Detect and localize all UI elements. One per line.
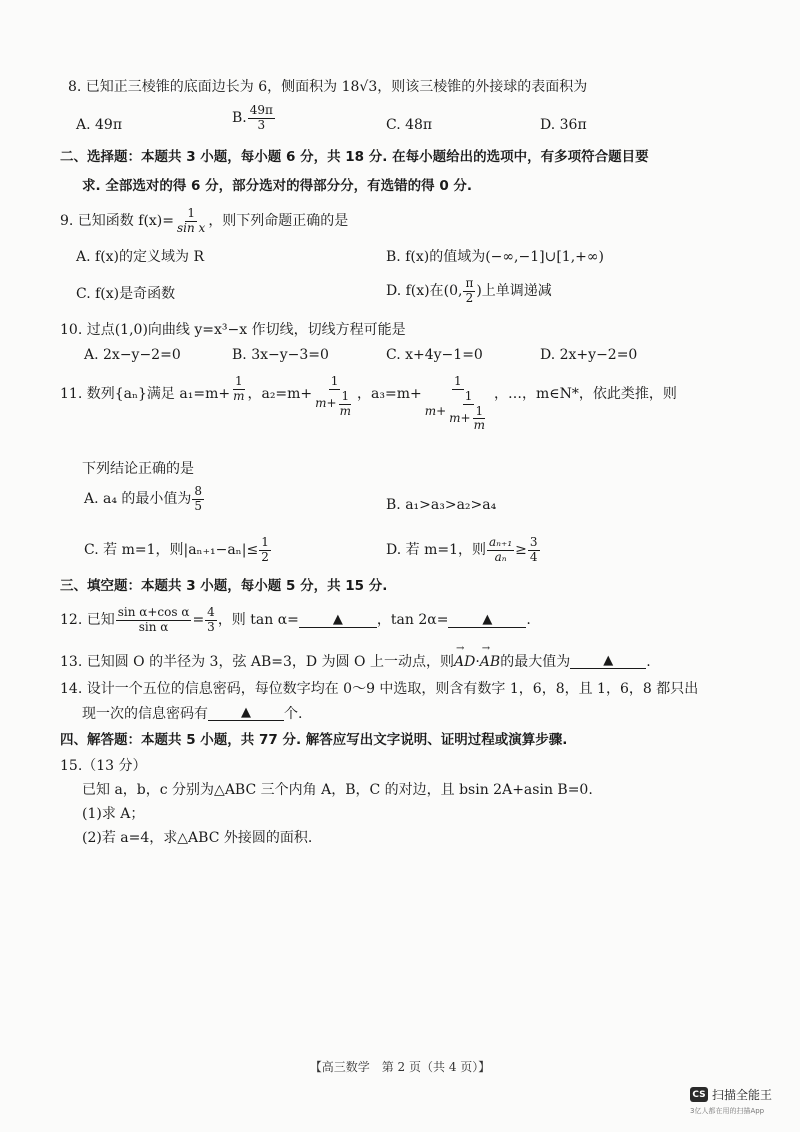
q12-fraction2 — [205, 606, 217, 635]
q9-option-d-pre: D. f(x)在(0, — [386, 283, 463, 300]
q11-a2-label: ，a₂=m+ — [247, 386, 313, 402]
q11-option-a-fraction — [192, 485, 204, 514]
nested-fraction — [447, 390, 490, 433]
q12-fraction — [116, 606, 192, 635]
m-plus: m+ — [449, 410, 471, 425]
fraction-denominator: m — [233, 388, 245, 403]
q11-a3-label: ，a₃=m+ — [357, 386, 422, 402]
section2-heading-line1: 二、选择题：本题共 3 小题，每小题 6 分，共 18 分. 在每小题给出的选项中，有多项符合题目要 — [60, 149, 649, 165]
fraction-numerator: aₙ₊₁ — [489, 535, 513, 549]
q10-option-b: B. 3x−y−3=0 — [232, 347, 329, 363]
q8-stem: 8. 已知正三棱锥的底面边长为 6，侧面积为 18√3，则该三棱锥的外接球的表面积为 — [68, 79, 588, 95]
fraction-denominator: 2 — [261, 549, 269, 564]
q12-mid: ，则 tan α= — [217, 612, 299, 629]
cs-app-name: 扫描全能王 — [712, 1088, 773, 1102]
q11-option-d-geq: ≥ — [515, 542, 527, 559]
fraction-numerator: 1 — [261, 535, 269, 549]
fraction-denominator: m — [339, 403, 351, 418]
q12-end: . — [526, 612, 531, 629]
nested-fraction — [472, 405, 487, 434]
q8-option-b-label: B. — [232, 110, 247, 127]
q14-answer-blank[interactable]: ▲ — [208, 706, 284, 721]
fraction-numerator: 1 — [341, 388, 350, 403]
m-plus: m+ — [315, 396, 337, 411]
q13-post: 的最大值为 — [500, 654, 571, 670]
q12-pre: 12. 已知 — [60, 612, 115, 629]
fraction-numerator: π — [465, 276, 474, 290]
q9-option-b: B. f(x)的值域为(−∞,−1]∪[1,+∞) — [386, 249, 604, 265]
q11-option-d-pre: D. 若 m=1，则 — [386, 542, 486, 559]
q14-line2 — [82, 706, 302, 721]
fraction-numerator: 49π — [249, 103, 273, 117]
cs-logo-icon: CS — [690, 1087, 708, 1102]
q10-stem: 10. 过点(1,0)向曲线 y=x³−x 作切线，切线方程可能是 — [60, 322, 406, 338]
scanner-watermark — [690, 1086, 772, 1103]
q8-option-c: C. 48π — [386, 117, 433, 133]
q11-line2: 下列结论正确的是 — [82, 461, 194, 477]
fraction-numerator: 1 — [187, 206, 195, 220]
q11-option-c — [84, 536, 272, 565]
q11-stem-post: ，…，m∈N*，依此类推，则 — [493, 386, 677, 402]
q11-a2-fraction — [313, 375, 356, 418]
q13-line — [60, 654, 651, 669]
q12-answer-blank-2[interactable]: ▲ — [448, 613, 526, 628]
q11-stem-pre: 11. 数列{aₙ}满足 a₁=m+ — [60, 386, 231, 402]
q11-option-a-pre: A. a₄ 的最小值为 — [84, 491, 192, 508]
q11-option-d-fraction2 — [528, 536, 540, 565]
q11-option-c-fraction — [259, 536, 271, 565]
q9-stem-post: ，则下列命题正确的是 — [208, 213, 349, 230]
fraction-denominator: 4 — [529, 549, 538, 564]
fraction-denominator: 3 — [257, 117, 266, 132]
fraction-numerator: 1 — [234, 374, 243, 388]
q10-option-d: D. 2x+y−2=0 — [540, 347, 638, 363]
q10-option-c: C. x+4y−1=0 — [386, 347, 483, 363]
fraction-denominator: sin x — [177, 220, 206, 235]
q15-heading: 15.（13 分） — [60, 758, 147, 774]
q15-part2: (2)若 a=4，求△ABC 外接圆的面积. — [82, 830, 313, 846]
fraction-denominator — [313, 390, 356, 419]
fraction-numerator: 1 — [454, 374, 462, 388]
fraction-denominator: 3 — [207, 619, 215, 634]
q13-dot: · — [475, 654, 480, 670]
q12-equals: = — [192, 612, 205, 629]
q15-stem: 已知 a，b，c 分别为△ABC 三个内角 A，B，C 的对边，且 bsin 2A+asin B=0. — [82, 782, 593, 798]
section3-heading: 三、填空题：本题共 3 小题，每小题 5 分，共 15 分. — [60, 578, 388, 594]
q11-option-c-pre: C. 若 m=1，则|aₙ₊₁−aₙ|≤ — [84, 542, 259, 559]
q9-option-a: A. f(x)的定义域为 R — [76, 249, 205, 265]
q11-a1-fraction — [231, 375, 246, 404]
vector-ab: → AB — [480, 655, 500, 669]
q9-option-d — [386, 277, 552, 306]
fraction-denominator — [423, 390, 493, 433]
m-plus: m+ — [424, 403, 447, 418]
q11-option-d-fraction — [487, 536, 514, 565]
q8-option-a: A. 49π — [76, 117, 123, 133]
nested-fraction — [338, 390, 353, 419]
q15-part1: (1)求 A； — [82, 806, 145, 822]
vector-ad: → AD — [454, 655, 475, 669]
fraction-numerator: 1 — [330, 374, 339, 388]
q12-answer-blank-1[interactable]: ▲ — [299, 613, 377, 628]
fraction-denominator: m — [473, 418, 485, 433]
q14-line2-pre: 现一次的信息密码有 — [82, 706, 208, 722]
q9-option-d-fraction — [463, 277, 475, 306]
fraction-numerator: sin α+cos α — [117, 605, 190, 619]
fraction-numerator: 1 — [464, 388, 473, 403]
q8-option-b-fraction — [248, 104, 275, 133]
q9-stem — [60, 207, 348, 236]
q11-a3-fraction — [423, 375, 493, 433]
fraction-numerator: 1 — [475, 403, 484, 418]
q13-pre: 13. 已知圆 O 的半径为 3，弦 AB=3，D 为圆 O 上一动点，则 — [60, 654, 454, 670]
q9-option-d-post: )上单调递减 — [476, 283, 552, 300]
q9-fraction — [175, 207, 207, 236]
fraction-denominator: sin α — [138, 619, 169, 634]
fraction-denominator: 5 — [194, 498, 203, 513]
q11-option-d — [386, 536, 541, 565]
section2-heading-line2: 求. 全部选对的得 6 分，部分选对的得部分分，有选错的得 0 分. — [82, 178, 473, 194]
fraction-numerator: 8 — [194, 484, 203, 498]
fraction-numerator: 4 — [207, 605, 215, 619]
q12-line — [60, 606, 531, 635]
q11-stem — [60, 372, 677, 433]
fraction-numerator: 3 — [529, 535, 538, 549]
fraction-denominator: 2 — [465, 290, 474, 305]
q10-option-a: A. 2x−y−2=0 — [84, 347, 181, 363]
q11-option-b: B. a₁>a₃>a₂>a₄ — [386, 497, 497, 513]
q9-stem-pre: 9. 已知函数 f(x)= — [60, 213, 174, 230]
cs-tagline: 3亿人都在用的扫描App — [690, 1107, 765, 1115]
q11-option-a — [84, 485, 205, 514]
fraction-denominator: aₙ — [494, 549, 507, 564]
page-footer: 【高三数学 第 2 页（共 4 页）】 — [309, 1060, 491, 1074]
q13-answer-blank[interactable]: ▲ — [570, 654, 646, 669]
q14-line1: 14. 设计一个五位的信息密码，每位数字均在 0～9 中选取，则含有数字 1，6，8，且 1，6，8 都只出 — [60, 681, 699, 697]
q12-mid2: ，tan 2α= — [376, 612, 449, 629]
section4-heading: 四、解答题：本题共 5 小题，共 77 分. 解答应写出文字说明、证明过程或演算步骤. — [60, 732, 568, 748]
q8-option-b — [232, 104, 276, 133]
q8-option-d: D. 36π — [540, 117, 587, 133]
q14-line2-post: 个. — [284, 706, 303, 722]
q13-end: . — [646, 654, 651, 670]
q9-option-c: C. f(x)是奇函数 — [76, 286, 176, 302]
fraction-denominator — [447, 405, 490, 434]
